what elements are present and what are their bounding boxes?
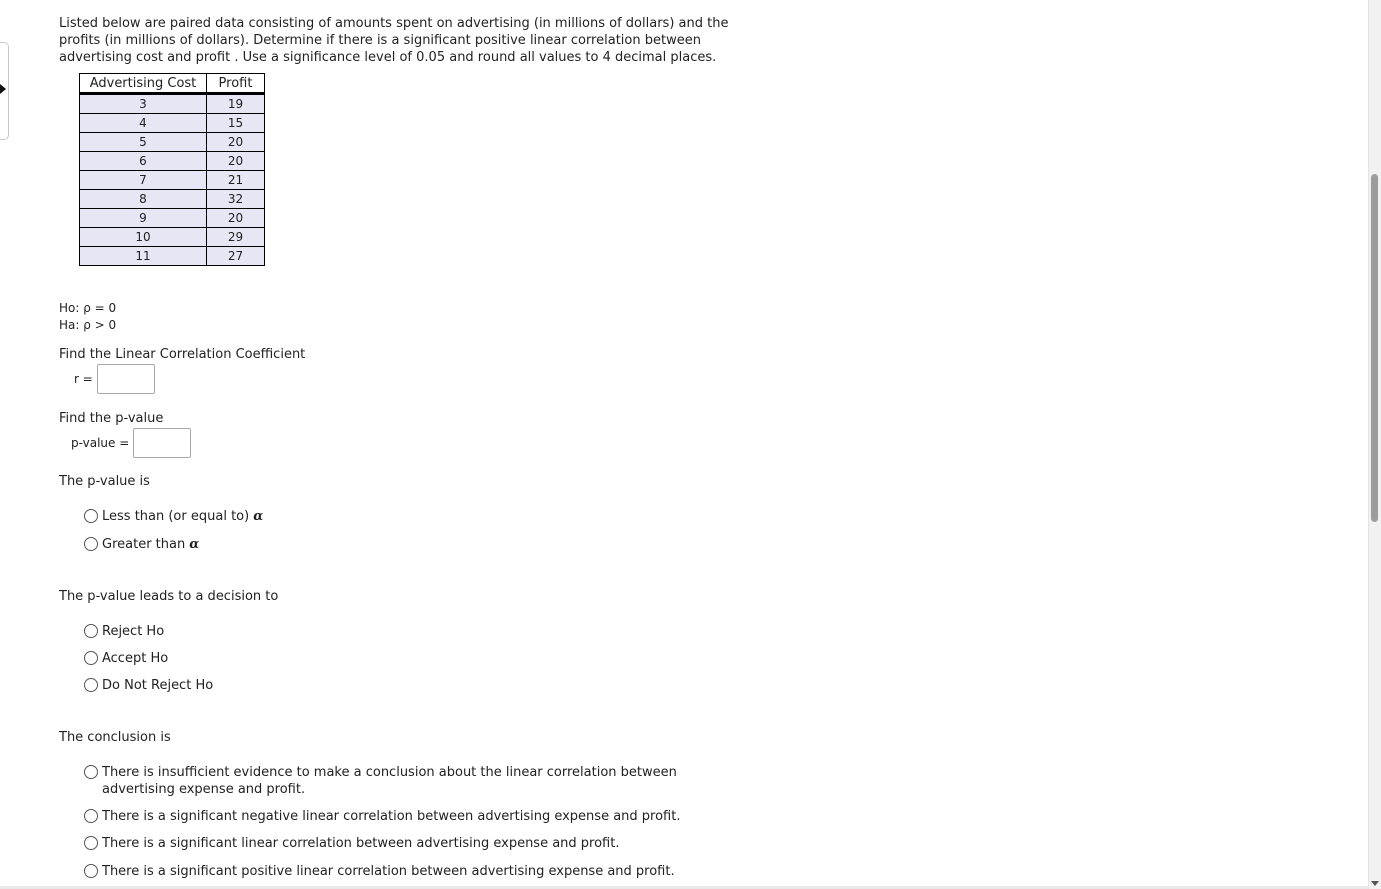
- option-label: There is insufficient evidence to make a conclusion about the linear correlation between advertising expense and profit.: [102, 765, 677, 797]
- table-cell: 8: [80, 190, 207, 209]
- table-row: [80, 228, 265, 247]
- table-cell: 29: [207, 228, 265, 247]
- r-field-row: [74, 364, 155, 394]
- table-cell: 20: [207, 209, 265, 228]
- null-hypothesis: Ho: ρ = 0: [59, 301, 117, 315]
- table-cell: 4: [80, 114, 207, 133]
- option-label: Do Not Reject Ho: [102, 678, 214, 693]
- table-row: [80, 114, 265, 133]
- alpha-symbol: α: [189, 537, 200, 552]
- caret-right-icon[interactable]: [0, 84, 6, 94]
- option-do-not-reject-ho[interactable]: [84, 677, 213, 694]
- table-row: [80, 171, 265, 190]
- scrollbar-thumb[interactable]: [1371, 174, 1378, 522]
- table-cell: 15: [207, 114, 265, 133]
- alpha-symbol: α: [253, 509, 264, 524]
- p-value-label: p-value =: [71, 436, 130, 450]
- option-label: There is a significant negative linear correlation between advertising expense and profit.: [102, 809, 681, 824]
- scroll-down-arrow-icon[interactable]: [1371, 881, 1379, 886]
- radio-button[interactable]: [84, 509, 98, 523]
- p-value-prompt: Find the p-value: [59, 411, 164, 426]
- option-significant-negative[interactable]: [84, 808, 680, 825]
- option-label: There is a significant linear correlation between advertising expense and profit.: [102, 836, 620, 851]
- p-value-input[interactable]: [133, 428, 191, 458]
- table-cell: 27: [207, 247, 265, 266]
- radio-button[interactable]: [84, 765, 98, 779]
- radio-button[interactable]: [84, 678, 98, 692]
- decision-prompt: The p-value leads to a decision to: [59, 589, 279, 604]
- hypotheses: [59, 300, 116, 334]
- comparison-prompt: The p-value is: [59, 474, 150, 489]
- table-cell: 20: [207, 152, 265, 171]
- radio-button[interactable]: [84, 836, 98, 850]
- table-row: [80, 94, 265, 114]
- radio-button[interactable]: [84, 624, 98, 638]
- table-cell: 3: [80, 94, 207, 114]
- data-table: [79, 73, 265, 266]
- option-significant-linear[interactable]: [84, 835, 619, 852]
- column-header-advertising-cost: Advertising Cost: [80, 74, 207, 94]
- table-cell: 9: [80, 209, 207, 228]
- table-row: [80, 190, 265, 209]
- option-greater-than-alpha[interactable]: [84, 536, 199, 553]
- radio-button[interactable]: [84, 864, 98, 878]
- table-cell: 19: [207, 94, 265, 114]
- option-label: Reject Ho: [102, 624, 165, 639]
- radio-button[interactable]: [84, 809, 98, 823]
- option-label: Less than (or equal to): [102, 509, 250, 524]
- table-cell: 32: [207, 190, 265, 209]
- column-header-profit: Profit: [207, 74, 265, 94]
- r-input[interactable]: [97, 364, 155, 394]
- option-accept-ho[interactable]: [84, 650, 168, 667]
- option-label: Greater than: [102, 537, 186, 552]
- correlation-prompt: Find the Linear Correlation Coefficient: [59, 347, 306, 362]
- table-cell: 10: [80, 228, 207, 247]
- question-content: [59, 15, 759, 879]
- table-header-row: [80, 74, 265, 94]
- option-less-than-alpha[interactable]: [84, 508, 263, 525]
- vertical-scrollbar[interactable]: [1368, 0, 1381, 889]
- table-row: [80, 133, 265, 152]
- table-row: [80, 209, 265, 228]
- option-reject-ho[interactable]: [84, 623, 164, 640]
- alternative-hypothesis: Ha: ρ > 0: [59, 318, 117, 332]
- option-significant-positive[interactable]: [84, 863, 675, 880]
- option-insufficient-evidence[interactable]: [84, 764, 752, 798]
- table-cell: 7: [80, 171, 207, 190]
- radio-button[interactable]: [84, 651, 98, 665]
- problem-statement: Listed below are paired data consisting of amounts spent on advertising (in millions of dollars) and the profits (in millions of dollars). Determine if there is a significant positive linear correlation between advertising cost and profit . Use a significance level of 0.05 and round all values to 4 decimal places.: [59, 16, 729, 65]
- option-label: There is a significant positive linear correlation between advertising expense and profit.: [102, 864, 675, 879]
- table-row: [80, 247, 265, 266]
- table-cell: 21: [207, 171, 265, 190]
- conclusion-prompt: The conclusion is: [59, 730, 171, 745]
- table-row: [80, 152, 265, 171]
- p-value-field-row: [71, 428, 191, 458]
- r-label: r =: [74, 372, 93, 386]
- table-cell: 11: [80, 247, 207, 266]
- table-cell: 20: [207, 133, 265, 152]
- option-label: Accept Ho: [102, 651, 169, 666]
- table-cell: 5: [80, 133, 207, 152]
- table-cell: 6: [80, 152, 207, 171]
- radio-button[interactable]: [84, 537, 98, 551]
